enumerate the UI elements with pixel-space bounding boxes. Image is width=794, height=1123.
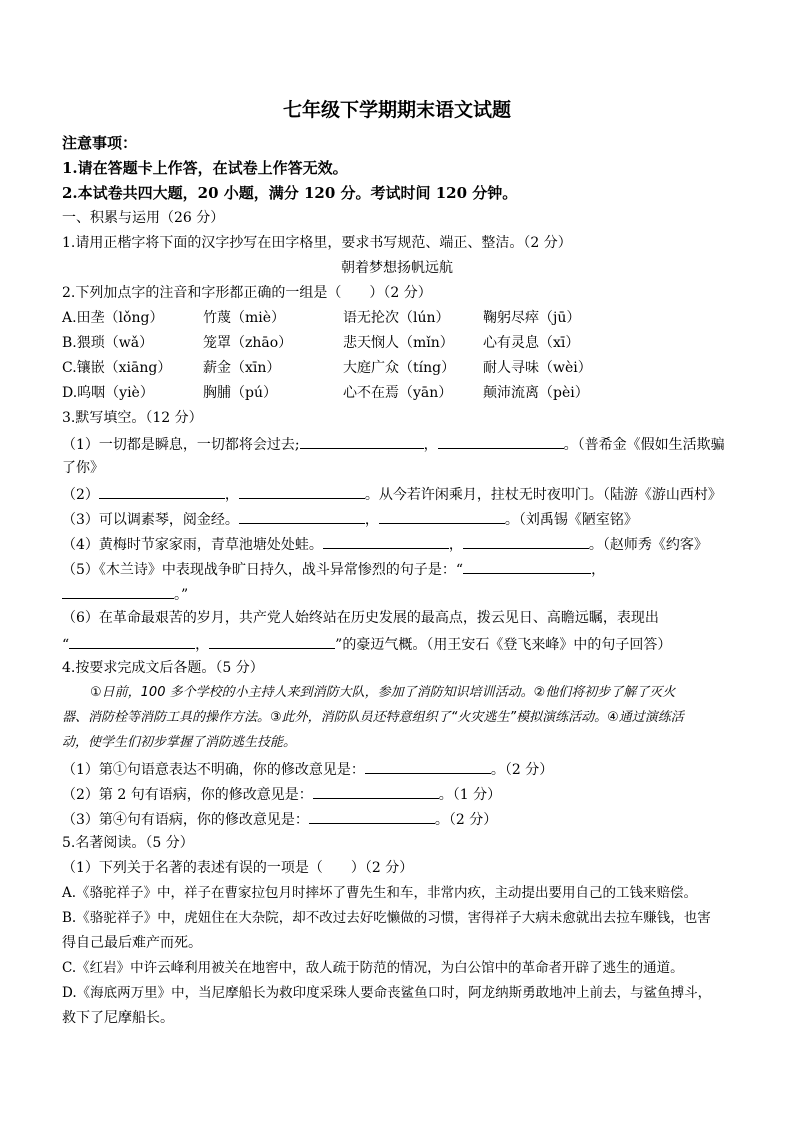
answer-blank[interactable] xyxy=(69,634,195,649)
q3-line-6: （6）在革命最艰苦的岁月，共产党人始终站在历史发展的最高点，拨云见日、高瞻远瞩，表现出 xyxy=(62,610,659,626)
q5-sub-1: （1）下列关于名著的表述有误的一项是（ ）（2 分） xyxy=(62,860,414,876)
answer-blank[interactable] xyxy=(438,434,564,449)
answer-blank[interactable] xyxy=(463,559,591,574)
q5-option-d: D.《海底两万里》中，当尼摩船长为救印度采珠人要命丧鲨鱼口时，阿龙纳斯勇敢地冲上前去，与鲨鱼搏斗， xyxy=(62,985,712,1001)
note-2: 2.本试卷共四大题，20 小题，满分 120 分。考试时间 120 分钟。 xyxy=(62,184,518,202)
q2-cell: C.镶嵌（xiāng） xyxy=(62,360,172,376)
q3-line-4: （4）黄梅时节家家雨，青草池塘处处蛙。 ， 。（赵师秀《约客》 xyxy=(62,534,708,554)
q2-cell: 耐人寻味（wèi） xyxy=(483,360,592,376)
q2-cell: 心有灵息（xī） xyxy=(483,335,580,351)
q2-cell: A.田垄（lǒng） xyxy=(62,310,164,326)
q2-cell: D.呜咽（yiè） xyxy=(62,385,154,401)
q3-line-5: （5）《木兰诗》中表现战争旷日持久，战斗异常惨烈的句子是：“ ， xyxy=(62,559,605,579)
q2-row-b xyxy=(62,334,762,352)
answer-blank[interactable] xyxy=(365,759,491,774)
answer-blank[interactable] xyxy=(300,434,424,449)
page-title: 七年级下学期期末语文试题 xyxy=(282,99,511,121)
q2-cell: 竹蔑（miè） xyxy=(203,310,286,326)
q3-line-3: （3）可以调素琴，阅金经。 ， 。（刘禹锡《陋室铭》 xyxy=(62,509,638,529)
answer-blank[interactable] xyxy=(313,784,439,799)
q2-stem: 2.下列加点字的注音和字形都正确的一组是（ ）（2 分） xyxy=(62,285,432,301)
q5-option-b-cont: 得自己最后难产而死。 xyxy=(62,935,202,951)
q2-cell: 笼罩（zhāo） xyxy=(203,335,293,351)
answer-blank[interactable] xyxy=(239,484,365,499)
q2-row-a xyxy=(62,309,762,327)
q3-line-2: （2） ， 。从今若许闲乘月，拄杖无时夜叩门。（陆游《游山西村》 xyxy=(62,484,722,504)
q1-stem: 1.请用正楷字将下面的汉字抄写在田字格里，要求书写规范、端正、整洁。（2 分） xyxy=(62,235,572,251)
q2-cell: 胸脯（pú） xyxy=(203,385,277,401)
q3-stem: 3.默写填空。（12 分） xyxy=(62,410,203,426)
answer-blank[interactable] xyxy=(323,534,449,549)
q2-cell: B.猥琐（wǎ） xyxy=(62,335,154,351)
section-heading: 一、积累与运用（26 分） xyxy=(62,210,225,226)
q2-cell: 心不在焉（yān） xyxy=(343,385,453,401)
answer-blank[interactable] xyxy=(209,634,335,649)
q5-option-c: C.《红岩》中许云峰利用被关在地窖中，敌人疏于防范的情况，为白公馆中的革命者开辟了逃生的通道。 xyxy=(62,960,684,976)
q2-cell: 鞠躬尽瘁（jū） xyxy=(483,310,581,326)
q4-passage-line: 动，使学生们初步掌握了消防逃生技能。 xyxy=(62,735,297,750)
q3-line-5-cont: 。” xyxy=(62,584,188,604)
note-1: 1.请在答题卡上作答，在试卷上作答无效。 xyxy=(62,159,348,177)
q2-row-d xyxy=(62,384,762,402)
answer-blank[interactable] xyxy=(239,509,365,524)
q5-option-b: B.《骆驼祥子》中，虎妞住在大杂院，却不改过去好吃懒做的习惯，害得祥子大病未愈就出去拉车赚钱，也害 xyxy=(62,910,711,926)
q4-sub-1: （1）第①句语意表达不明确，你的修改意见是： 。（2 分） xyxy=(62,759,553,779)
q2-cell: 大庭广众（tíng） xyxy=(343,360,456,376)
q4-sub-3: （3）第④句有语病，你的修改意见是： 。（2 分） xyxy=(62,809,497,829)
q5-option-a: A.《骆驼祥子》中，祥子在曹家拉包月时摔坏了曹先生和车，非常内疚，主动提出要用自己的工钱来赔偿。 xyxy=(62,885,698,901)
answer-blank[interactable] xyxy=(309,809,435,824)
q1-phrase: 朝着梦想扬帆远航 xyxy=(341,260,453,276)
q4-stem: 4.按要求完成文后各题。（5 分） xyxy=(62,660,264,676)
q3-line-1: （1）一切都是瞬息，一切都将会过去; ， 。（普希金《假如生活欺骗 xyxy=(62,434,725,454)
q4-passage-line: 器、消防栓等消防工具的操作方法。③此外，消防队员还特意组织了“火灾逃生”模拟演练活动。④通过演练活 xyxy=(62,710,684,725)
q3-line-6-cont: “ ， ”的豪迈气概。（用王安石《登飞来峰》中的句子回答） xyxy=(62,634,671,654)
q4-passage-line: ①日前，100 多个学校的小主持人来到消防大队，参加了消防知识培训活动。②他们将初步了解了灭火 xyxy=(90,685,676,700)
answer-blank[interactable] xyxy=(463,534,589,549)
answer-blank[interactable] xyxy=(62,584,174,599)
notes-heading: 注意事项： xyxy=(62,134,138,152)
answer-blank[interactable] xyxy=(99,484,225,499)
q2-cell: 语无抡次（lún） xyxy=(343,310,450,326)
q3-line-1-cont: 了你》 xyxy=(62,460,104,476)
q2-row-c xyxy=(62,359,762,377)
q5-option-d-cont: 救下了尼摩船长。 xyxy=(62,1010,174,1026)
q5-stem: 5.名著阅读。（5 分） xyxy=(62,835,194,851)
q2-cell: 颠沛流离（pèi） xyxy=(483,385,589,401)
q2-cell: 薪金（xīn） xyxy=(203,360,281,376)
q2-cell: 悲天悯人（mǐn） xyxy=(343,335,454,351)
q4-sub-2: （2）第 2 句有语病，你的修改意见是： 。（1 分） xyxy=(62,784,501,804)
answer-blank[interactable] xyxy=(379,509,505,524)
